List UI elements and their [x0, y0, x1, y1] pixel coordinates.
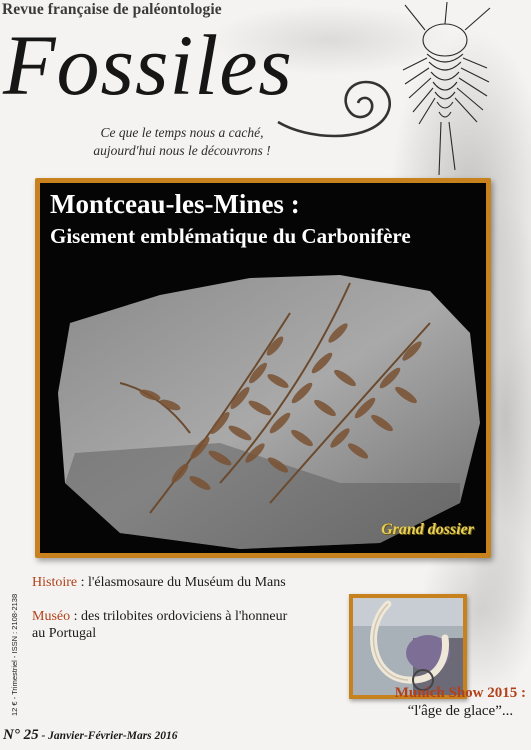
feature-text-line-2: au Portugal	[32, 626, 97, 642]
hero-subtitle: Gisement emblématique du Carbonifère	[50, 224, 411, 248]
spine-info	[4, 593, 19, 716]
munich-subtitle: “l'âge de glace”...	[407, 703, 514, 719]
trilobite-drawing-icon	[395, 0, 505, 190]
feature-text: : des trilobites ordoviciens à l'honneur	[70, 609, 288, 624]
feature-category: Muséo	[32, 609, 71, 624]
munich-thumbnail	[353, 598, 463, 695]
issue-line	[3, 726, 178, 744]
masthead-title: Fossiles	[3, 17, 293, 113]
price-issn-text: 12 € - Trimestriel - ISSN : 2108-2138	[10, 593, 19, 716]
feature-histoire	[32, 574, 286, 591]
munich-title: Munich Show 2015 :	[394, 685, 526, 701]
tagline-line-1: Ce que le temps nous a caché,	[100, 125, 264, 140]
issue-date: - Janvier-Février-Mars 2016	[38, 730, 178, 742]
tagline	[82, 124, 282, 160]
ammonite-spiral-icon	[268, 70, 408, 150]
supertitle: Revue française de paléontologie	[2, 1, 222, 18]
hero-title: Montceau-les-Mines :	[50, 189, 300, 219]
issue-number: N° 25	[3, 727, 39, 743]
feature-category: Histoire	[32, 575, 78, 590]
feature-text: : l'élasmosaure du Muséum du Mans	[77, 575, 286, 590]
grand-dossier-badge: Grand dossier	[381, 521, 474, 538]
tagline-line-2: aujourd'hui nous le découvrons !	[93, 142, 271, 158]
feature-museo	[32, 608, 287, 642]
munich-show-feature	[395, 684, 526, 720]
mammoth-tusk-image	[353, 598, 463, 695]
hero-image-area	[40, 183, 486, 553]
hero-frame	[35, 178, 491, 558]
